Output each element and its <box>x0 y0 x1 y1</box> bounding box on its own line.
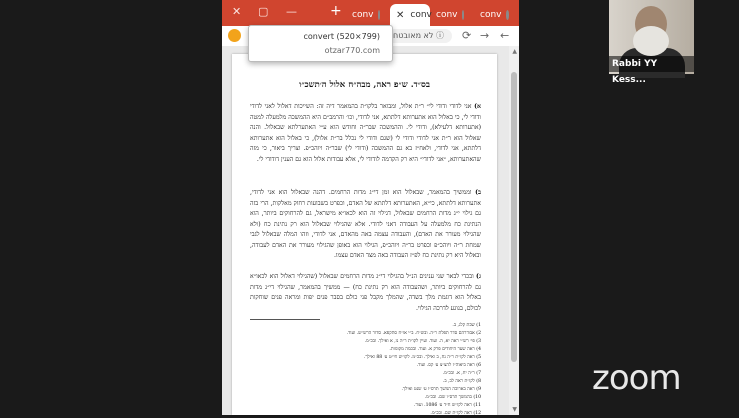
browser-tab[interactable] <box>346 4 390 26</box>
minimize-window-icon[interactable]: — <box>286 5 297 18</box>
shared-screen <box>222 0 519 415</box>
tab-favicon-icon <box>378 10 381 20</box>
tooltip-title: convert (520×799) <box>303 32 380 41</box>
document-viewer <box>222 46 519 415</box>
tab-favicon-icon <box>506 10 510 20</box>
paragraph-text: אני לדודי ודודי לי״ ר״ת אלול, ומבואר בלקו״ת בהמאמר דיה זה: השייכות דאלול לאני לדודי ודודי לי, כי באלול הוא אתערותא דלתתא, אני לדודי, וכו׳ והרמב״ם היא ההמשכה מלמעלה למטה (אתערותא דלעילא), ודודי לי. וההמשכה שבר״ה וחודש הוא ע״י האתערלתא שבאלול. והנה שאלול הוא ר״ת אני לדודי ודודי לי (שגם ודודי לי נכלל בר״ת אלול), כי באלול הוא אתערותא דלתתא, אני לדודי, ולאח״ז בא גם ההמשכה (ודודי לי) שבר״ה ויוהכ״פ. וצריך ביאור, כי מזה שהאתערותא, ״אני לדודי״ היא רק הקדמה לודודי לי, אלא עבודות אלול הוא גם הענין דודודי לי. <box>250 103 481 163</box>
page-title: בס״ד. ש״פ ראה, מבה״ח אלול ה׳תשכ״ו <box>299 80 430 90</box>
maximize-window-icon[interactable]: ▢ <box>258 5 269 18</box>
footnote-divider <box>250 319 320 320</box>
new-tab-button[interactable]: + <box>330 3 342 19</box>
paragraph-number: א) <box>474 103 482 110</box>
footnote: 5) ראה לקו״ת ר״ה נח, ב ואילך. ובכ״מ. לקו״ש חי״ט ע׳ 88 ואילך. <box>363 355 481 360</box>
footnote: 12) ראה לקו״ת שם. ובכ״מ. <box>430 411 481 416</box>
vertical-scrollbar[interactable] <box>509 46 519 415</box>
footnote: 3) פי׳ רש״י ראה יא, ה. ועוד. ועיין לקו״ת ר״ה נו, א ואילך. ובכ״מ. <box>364 339 481 344</box>
paragraph-text: וממשיך בהמאמר, שבאלול הוא זמן די״ג מדות הרחמים. דהנה שבאלול הוא אני לדודי, אתערותא דלתתא, כי״א, האתערותא דלתתא של האדם, וכפרט בשבועות רחוק מאלקות, הרי בזה גם גילוי י״ג מדות הרחמים שבאלול, דגילוי זה הוא לכאו״א מישראל, גם להרחוקים ביותר, הוא הנתינת כח מלמעלה על העבודה דאני לדודי. אלא שהגילוי שבאלול הוא רק נתינת כח (ולא שהגילוי מעורר את האדם), והעבודה עצמה באה מהאדם, אני לדודי, וזהו המלה שבאלול לגבי שמחת ר״ה ויוהכ״פ וכפרט בר״ה ויוהכ״פ, הגילוי הוא באופן שהגילוי מעורר את האדם לעבודה, ובאלול היא רק נתינת כח לפ״ז העבודה באה מצד האדם עצמו. <box>250 189 481 259</box>
browser-tab-active[interactable] <box>390 4 430 26</box>
info-icon[interactable]: ⓘ <box>436 31 444 40</box>
close-window-icon[interactable]: ✕ <box>232 5 242 18</box>
browser-tab[interactable] <box>430 4 474 26</box>
browser-tab[interactable] <box>474 4 519 26</box>
zoom-logo: zoom <box>592 358 681 398</box>
participant-beard <box>633 26 669 56</box>
scroll-down-icon[interactable]: ▼ <box>512 406 517 413</box>
participant-video[interactable] <box>609 0 694 85</box>
footnote: 2) אבודרהם סדר תפלת ר״ה. ובש״ח. ב״י או״ח סתקפא. סדור הרש״ש. ועוד. <box>346 331 481 336</box>
tab-label: conv <box>480 10 502 20</box>
footnote: 10) בהמשך תרס״ו שם. ובכ״מ. <box>424 395 481 400</box>
tab-label: conv <box>436 10 458 20</box>
paragraph <box>250 188 481 262</box>
footnote: 4) ראה שער היחודים פרק א. ועוד. ובכמה מקומות. <box>389 347 481 352</box>
reload-icon[interactable]: ⟳ <box>462 29 472 42</box>
url-security-label: לא מאובטח <box>393 31 434 40</box>
browser-tab-bar <box>222 0 519 26</box>
tooltip-domain: otzar770.com <box>324 46 380 55</box>
scroll-up-icon[interactable]: ▲ <box>512 48 517 55</box>
paragraph-number: ב) <box>475 189 481 196</box>
close-tab-icon[interactable]: ✕ <box>396 9 405 21</box>
tab-label: conv <box>410 10 432 20</box>
tab-label: conv <box>352 10 374 20</box>
tab-favicon-icon <box>462 10 465 20</box>
extension-icon[interactable] <box>228 29 241 42</box>
forward-icon[interactable]: → <box>480 29 490 42</box>
footnote: 8) לקו״ת ראה לב, ב. <box>442 379 481 384</box>
footnote: 9) ראה בארוכה המשך תרס״ו ע׳ שנט ואילך. <box>401 387 481 392</box>
footnote: 1) שבת קלג, ב. <box>452 323 481 328</box>
scrollbar-thumb[interactable] <box>511 72 517 362</box>
footnote: 11) ראה לקו״ש ח״ד ע׳ 1086. ועוד. <box>414 403 481 408</box>
tab-tooltip <box>248 25 393 62</box>
participant-name: Rabbi YY Kess... <box>609 56 694 72</box>
footnote: 6) ראה ביאוה״ז להצ״צ ע׳ קס. ועוד. <box>416 363 481 368</box>
paragraph <box>250 272 481 314</box>
paragraph <box>250 102 481 165</box>
footnote: 7) ר״ה יח, א. ובכ״מ. <box>442 371 481 376</box>
paragraph-number: ג) <box>476 273 481 280</box>
paragraph-text: ובכדי לבאר שני ענינים הנ״ל בהגילוי די״ג מדות הרחמים שבאלול (שהגילוי דאלול הוא לכאו״א גם להרחוקים ביותר, ושהעבודה הוא רק נתינת כח) — ממשיך בהמאמר, שהגילוי די״ג מדות באלול הוא דוגמת מלך בשדה, שהמלך מקבל פני כולם בסבר פנים יפות ומראה פנים שוחקות לכולם, בנוגע לדרכה הגילוי. <box>250 273 481 312</box>
document-page <box>232 54 497 415</box>
back-icon[interactable]: ← <box>500 29 510 42</box>
